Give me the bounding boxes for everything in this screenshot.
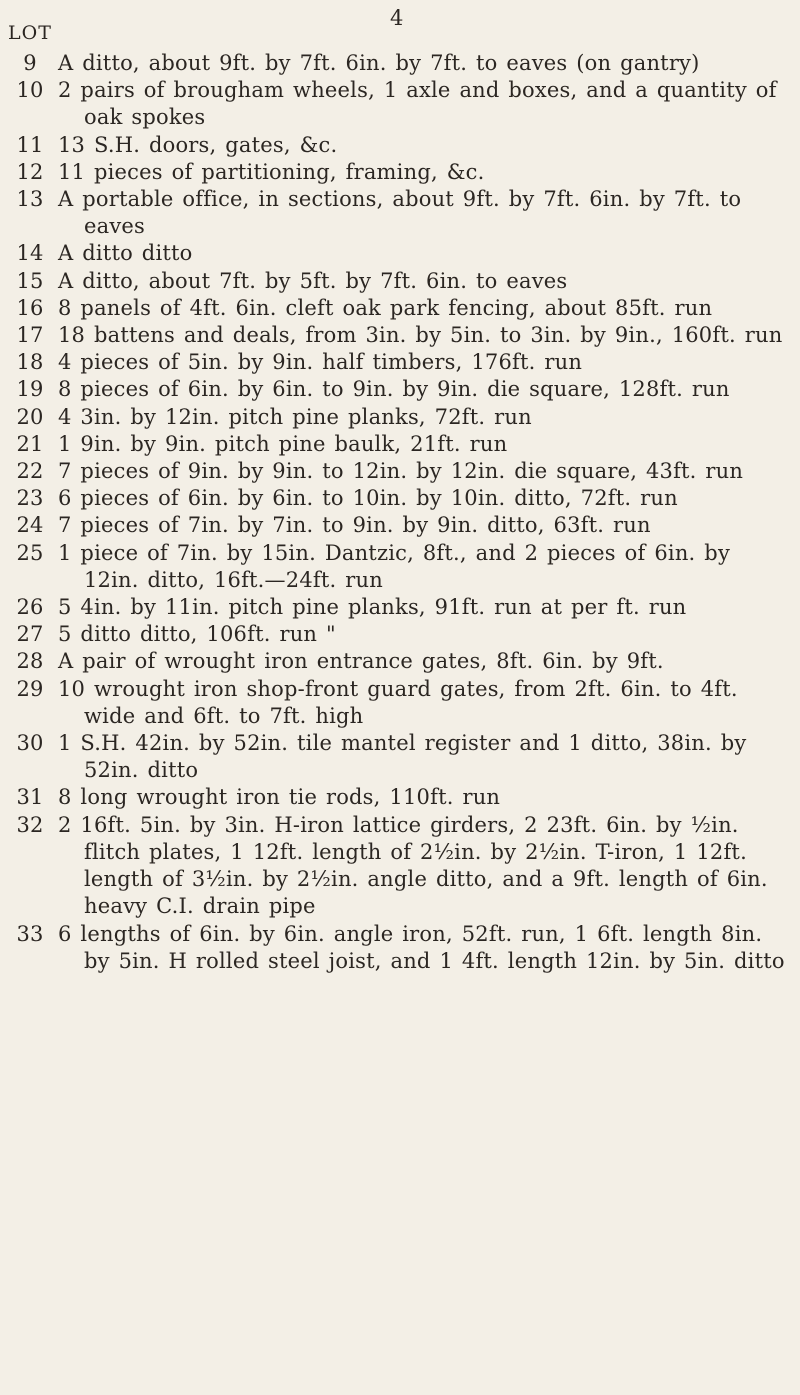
lot-entry (0, 376, 800, 403)
lot-entry (0, 404, 800, 431)
lot-number: 31 (16, 785, 44, 810)
lot-number: 27 (16, 622, 44, 647)
page-number: 4 (390, 6, 405, 30)
lot-number: 18 (16, 350, 44, 375)
lot-entry (0, 921, 800, 975)
lot-entry (0, 159, 800, 186)
lot-description: 13 S.H. doors, gates, &c. (58, 132, 338, 157)
lot-number: 17 (16, 323, 44, 348)
lot-description: 2 16ft. 5in. by 3in. H-iron lattice girders, 2 23ft. 6in. by ½in. flitch plates, 1 12ft. length of 2½in. by 2½in. T-iron, 1 12ft. length of 3½in. by 2½in. angle ditto, and a 9ft. length of 6in. heavy C.I. drain pipe (58, 812, 768, 919)
lot-description: 4 pieces of 5in. by 9in. half timbers, 176ft. run (58, 350, 583, 375)
lot-entry (0, 485, 800, 512)
lot-number: 23 (16, 486, 44, 511)
lot-number: 29 (16, 676, 44, 701)
lot-description: 1 S.H. 42in. by 52in. tile mantel register and 1 ditto, 38in. by 52in. ditto (58, 731, 747, 783)
lot-entry (0, 730, 800, 784)
lot-entry (0, 50, 800, 77)
lot-entry (0, 240, 800, 267)
lot-description: 18 battens and deals, from 3in. by 5in. to 3in. by 9in., 160ft. run (58, 323, 783, 348)
lot-number: 30 (16, 731, 44, 756)
lot-entry (0, 186, 800, 240)
lot-number: 16 (16, 295, 44, 320)
lot-number: 32 (16, 812, 44, 837)
lot-entry (0, 295, 800, 322)
lot-description: A ditto, about 7ft. by 5ft. by 7ft. 6in. to eaves (58, 268, 568, 293)
lot-description: 5 4in. by 11in. pitch pine planks, 91ft. run at per ft. run (58, 595, 687, 620)
lot-entry (0, 132, 800, 159)
lot-entry (0, 512, 800, 539)
lot-entry (0, 594, 800, 621)
lot-number: 19 (16, 377, 44, 402)
lot-number: 20 (16, 404, 44, 429)
lot-entry (0, 812, 800, 921)
lot-description: 6 lengths of 6in. by 6in. angle iron, 52ft. run, 1 6ft. length 8in. by 5in. H rolled steel joist, and 1 4ft. length 12in. by 5in. ditto (58, 921, 785, 973)
lot-number: 12 (16, 159, 44, 184)
lot-entry (0, 648, 800, 675)
lot-entry (0, 322, 800, 349)
lot-description: A ditto, about 9ft. by 7ft. 6in. by 7ft. to eaves (on gantry) (58, 51, 700, 75)
lot-entry (0, 431, 800, 458)
lot-number: 28 (16, 649, 44, 674)
lot-number: 33 (16, 921, 44, 946)
lot-description: A portable office, in sections, about 9ft. by 7ft. 6in. by 7ft. to eaves (58, 187, 742, 239)
lot-number: 11 (16, 132, 44, 157)
lot-number: 25 (16, 540, 44, 565)
lot-entry (0, 621, 800, 648)
lot-description: 4 3in. by 12in. pitch pine planks, 72ft. run (58, 404, 532, 429)
lot-entry (0, 268, 800, 295)
lot-number: 13 (16, 187, 44, 212)
lot-entry (0, 349, 800, 376)
lot-description: 1 9in. by 9in. pitch pine baulk, 21ft. run (58, 431, 508, 456)
lot-number: 15 (16, 268, 44, 293)
lot-description: A ditto ditto (58, 241, 193, 266)
lot-description: 11 pieces of partitioning, framing, &c. (58, 159, 485, 184)
lot-number: 26 (16, 595, 44, 620)
lot-description: 2 pairs of brougham wheels, 1 axle and boxes, and a quantity of oak spokes (58, 78, 777, 130)
lot-entry (0, 458, 800, 485)
lot-number: 24 (16, 513, 44, 538)
lot-entry (0, 784, 800, 811)
lot-entry (0, 676, 800, 730)
lot-description: 7 pieces of 7in. by 7in. to 9in. by 9in. ditto, 63ft. run (58, 513, 651, 538)
lot-number: 10 (16, 78, 44, 103)
lot-description: 5 ditto ditto, 106ft. run " (58, 622, 336, 647)
lot-description: 10 wrought iron shop-front guard gates, from 2ft. 6in. to 4ft. wide and 6ft. to 7ft. high (58, 676, 738, 728)
lot-column-header: LOT (8, 22, 52, 44)
lot-description: 8 long wrought iron tie rods, 110ft. run (58, 785, 501, 810)
lot-number: 9 (23, 51, 37, 75)
lot-description: 1 piece of 7in. by 15in. Dantzic, 8ft., and 2 pieces of 6in. by 12in. ditto, 16ft.—24ft. run (58, 540, 731, 592)
lot-entry (0, 77, 800, 131)
lot-number: 22 (16, 459, 44, 484)
lot-description: A pair of wrought iron entrance gates, 8ft. 6in. by 9ft. (58, 649, 664, 674)
lot-number: 14 (16, 241, 44, 266)
lot-description: 8 pieces of 6in. by 6in. to 9in. by 9in. die square, 128ft. run (58, 377, 730, 402)
lot-description: 8 panels of 4ft. 6in. cleft oak park fencing, about 85ft. run (58, 295, 713, 320)
lot-number: 21 (16, 431, 44, 456)
lot-entry (0, 540, 800, 594)
lot-description: 7 pieces of 9in. by 9in. to 12in. by 12in. die square, 43ft. run (58, 459, 744, 484)
lot-description: 6 pieces of 6in. by 6in. to 10in. by 10in. ditto, 72ft. run (58, 486, 678, 511)
lot-list (0, 50, 800, 975)
